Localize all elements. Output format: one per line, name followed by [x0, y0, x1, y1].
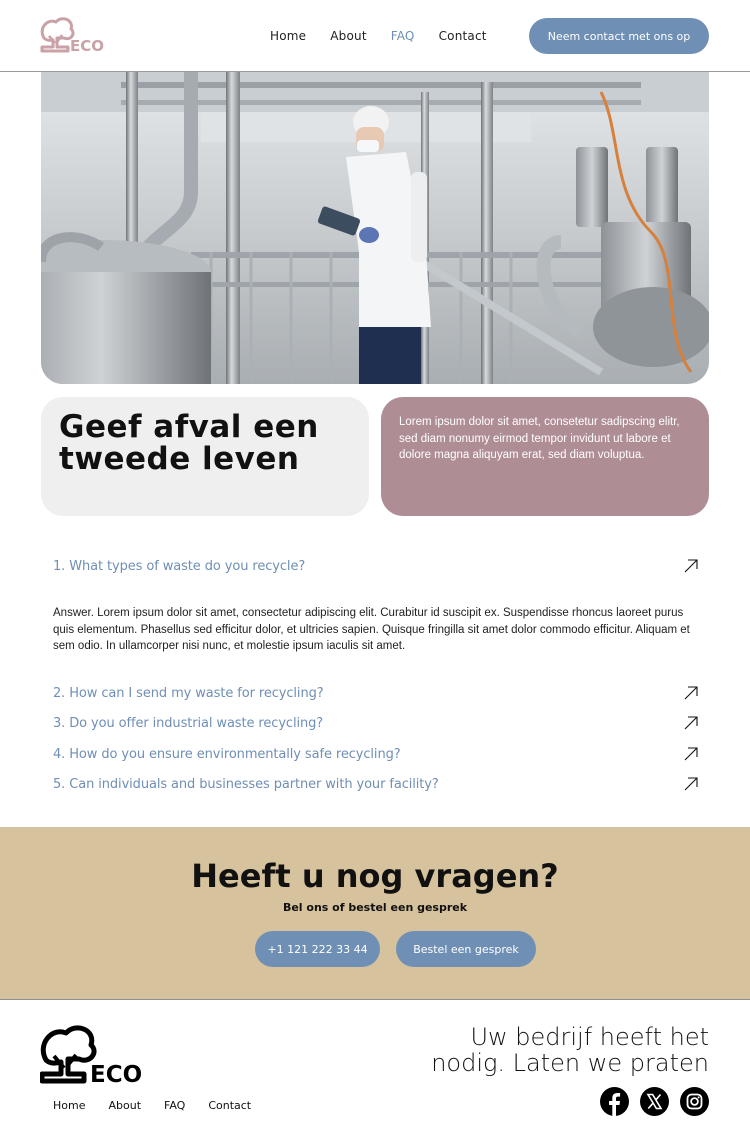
arrow-up-right-icon — [684, 559, 698, 573]
faq-answer: Answer. Lorem ipsum dolor sit amet, consectetur adipiscing elit. Curabitur id suscipit ex. Suspendisse rhoncus laoreet purus quis elementum. Phasellus sed efficitur dolor, et ultricies sapien. Quisque fringilla sit amet dolor commodo efficitur. Aliquam et sem odio. In ullamcorper nisi nunc, et molestie ipsum iaculis sit amet. — [53, 607, 690, 652]
facebook-link[interactable] — [600, 1087, 629, 1116]
phone-button[interactable]: +1 121 222 33 44 — [255, 931, 380, 967]
contact-title: Heeft u nog vragen? — [191, 857, 559, 895]
svg-text:ECO: ECO — [70, 37, 105, 55]
footer-nav-about[interactable]: About — [108, 1099, 142, 1112]
faq-question: 1. What types of waste do you recycle? — [53, 558, 306, 574]
arrow-up-right-icon — [684, 686, 698, 700]
footer-nav — [53, 1099, 274, 1112]
footer-tagline — [389, 1024, 709, 1076]
hero-image — [41, 72, 709, 384]
facebook-icon — [600, 1087, 629, 1116]
instagram-icon — [680, 1087, 709, 1116]
main-nav — [270, 29, 511, 43]
arrow-up-right-icon — [684, 716, 698, 730]
contact-section — [0, 827, 750, 1000]
eco-logo[interactable] — [40, 16, 112, 56]
faq-item-5[interactable] — [53, 772, 698, 796]
arrow-up-right-icon — [684, 777, 698, 791]
faq-question: 4. How do you ensure environmentally safe recycling? — [53, 746, 401, 762]
intro-text-card — [381, 397, 709, 516]
tagline-line-2: nodig. Laten we praten — [431, 1049, 709, 1077]
nav-about[interactable]: About — [330, 29, 367, 43]
faq-question: 2. How can I send my waste for recycling? — [53, 685, 324, 701]
site-header — [0, 0, 750, 72]
footer-nav-home[interactable]: Home — [53, 1099, 86, 1112]
x-icon — [640, 1087, 669, 1116]
headline-card — [41, 397, 369, 516]
nav-home[interactable]: Home — [270, 29, 307, 43]
contact-cta-button[interactable]: Neem contact met ons op — [529, 18, 709, 54]
page-headline — [59, 411, 351, 475]
tree-logo-icon — [40, 1024, 156, 1086]
tagline-line-1: Uw bedrijf heeft het — [470, 1023, 709, 1051]
headline-line-2: tweede leven — [59, 441, 300, 477]
instagram-link[interactable] — [680, 1087, 709, 1116]
book-call-button[interactable]: Bestel een gesprek — [396, 931, 536, 967]
contact-subtitle: Bel ons of bestel een gesprek — [282, 901, 468, 914]
arrow-up-right-icon — [684, 747, 698, 761]
faq-item-2[interactable] — [53, 681, 698, 705]
footer-nav-faq[interactable]: FAQ — [164, 1099, 186, 1112]
x-link[interactable] — [640, 1087, 669, 1116]
faq-item-3[interactable] — [53, 711, 698, 735]
faq-question: 3. Do you offer industrial waste recycling? — [53, 715, 324, 731]
nav-contact[interactable]: Contact — [438, 29, 487, 43]
faq-question: 5. Can individuals and businesses partner with your facility? — [53, 776, 439, 792]
svg-text:ECO: ECO — [90, 1062, 143, 1086]
faq-item-4[interactable] — [53, 742, 698, 766]
headline-line-1: Geef afval een — [59, 409, 319, 445]
factory-worker-photo — [41, 72, 709, 384]
footer-eco-logo[interactable] — [40, 1024, 156, 1086]
faq-item-1[interactable] — [53, 554, 698, 578]
footer-nav-contact[interactable]: Contact — [208, 1099, 252, 1112]
tree-logo-icon — [40, 16, 112, 56]
nav-faq[interactable]: FAQ — [390, 29, 415, 43]
intro-body: Lorem ipsum dolor sit amet, consetetur sadipscing elitr, sed diam nonumy eirmod tempor invidunt ut labore et dolore magna aliquyam erat, sed diam voluptua. — [399, 416, 680, 461]
